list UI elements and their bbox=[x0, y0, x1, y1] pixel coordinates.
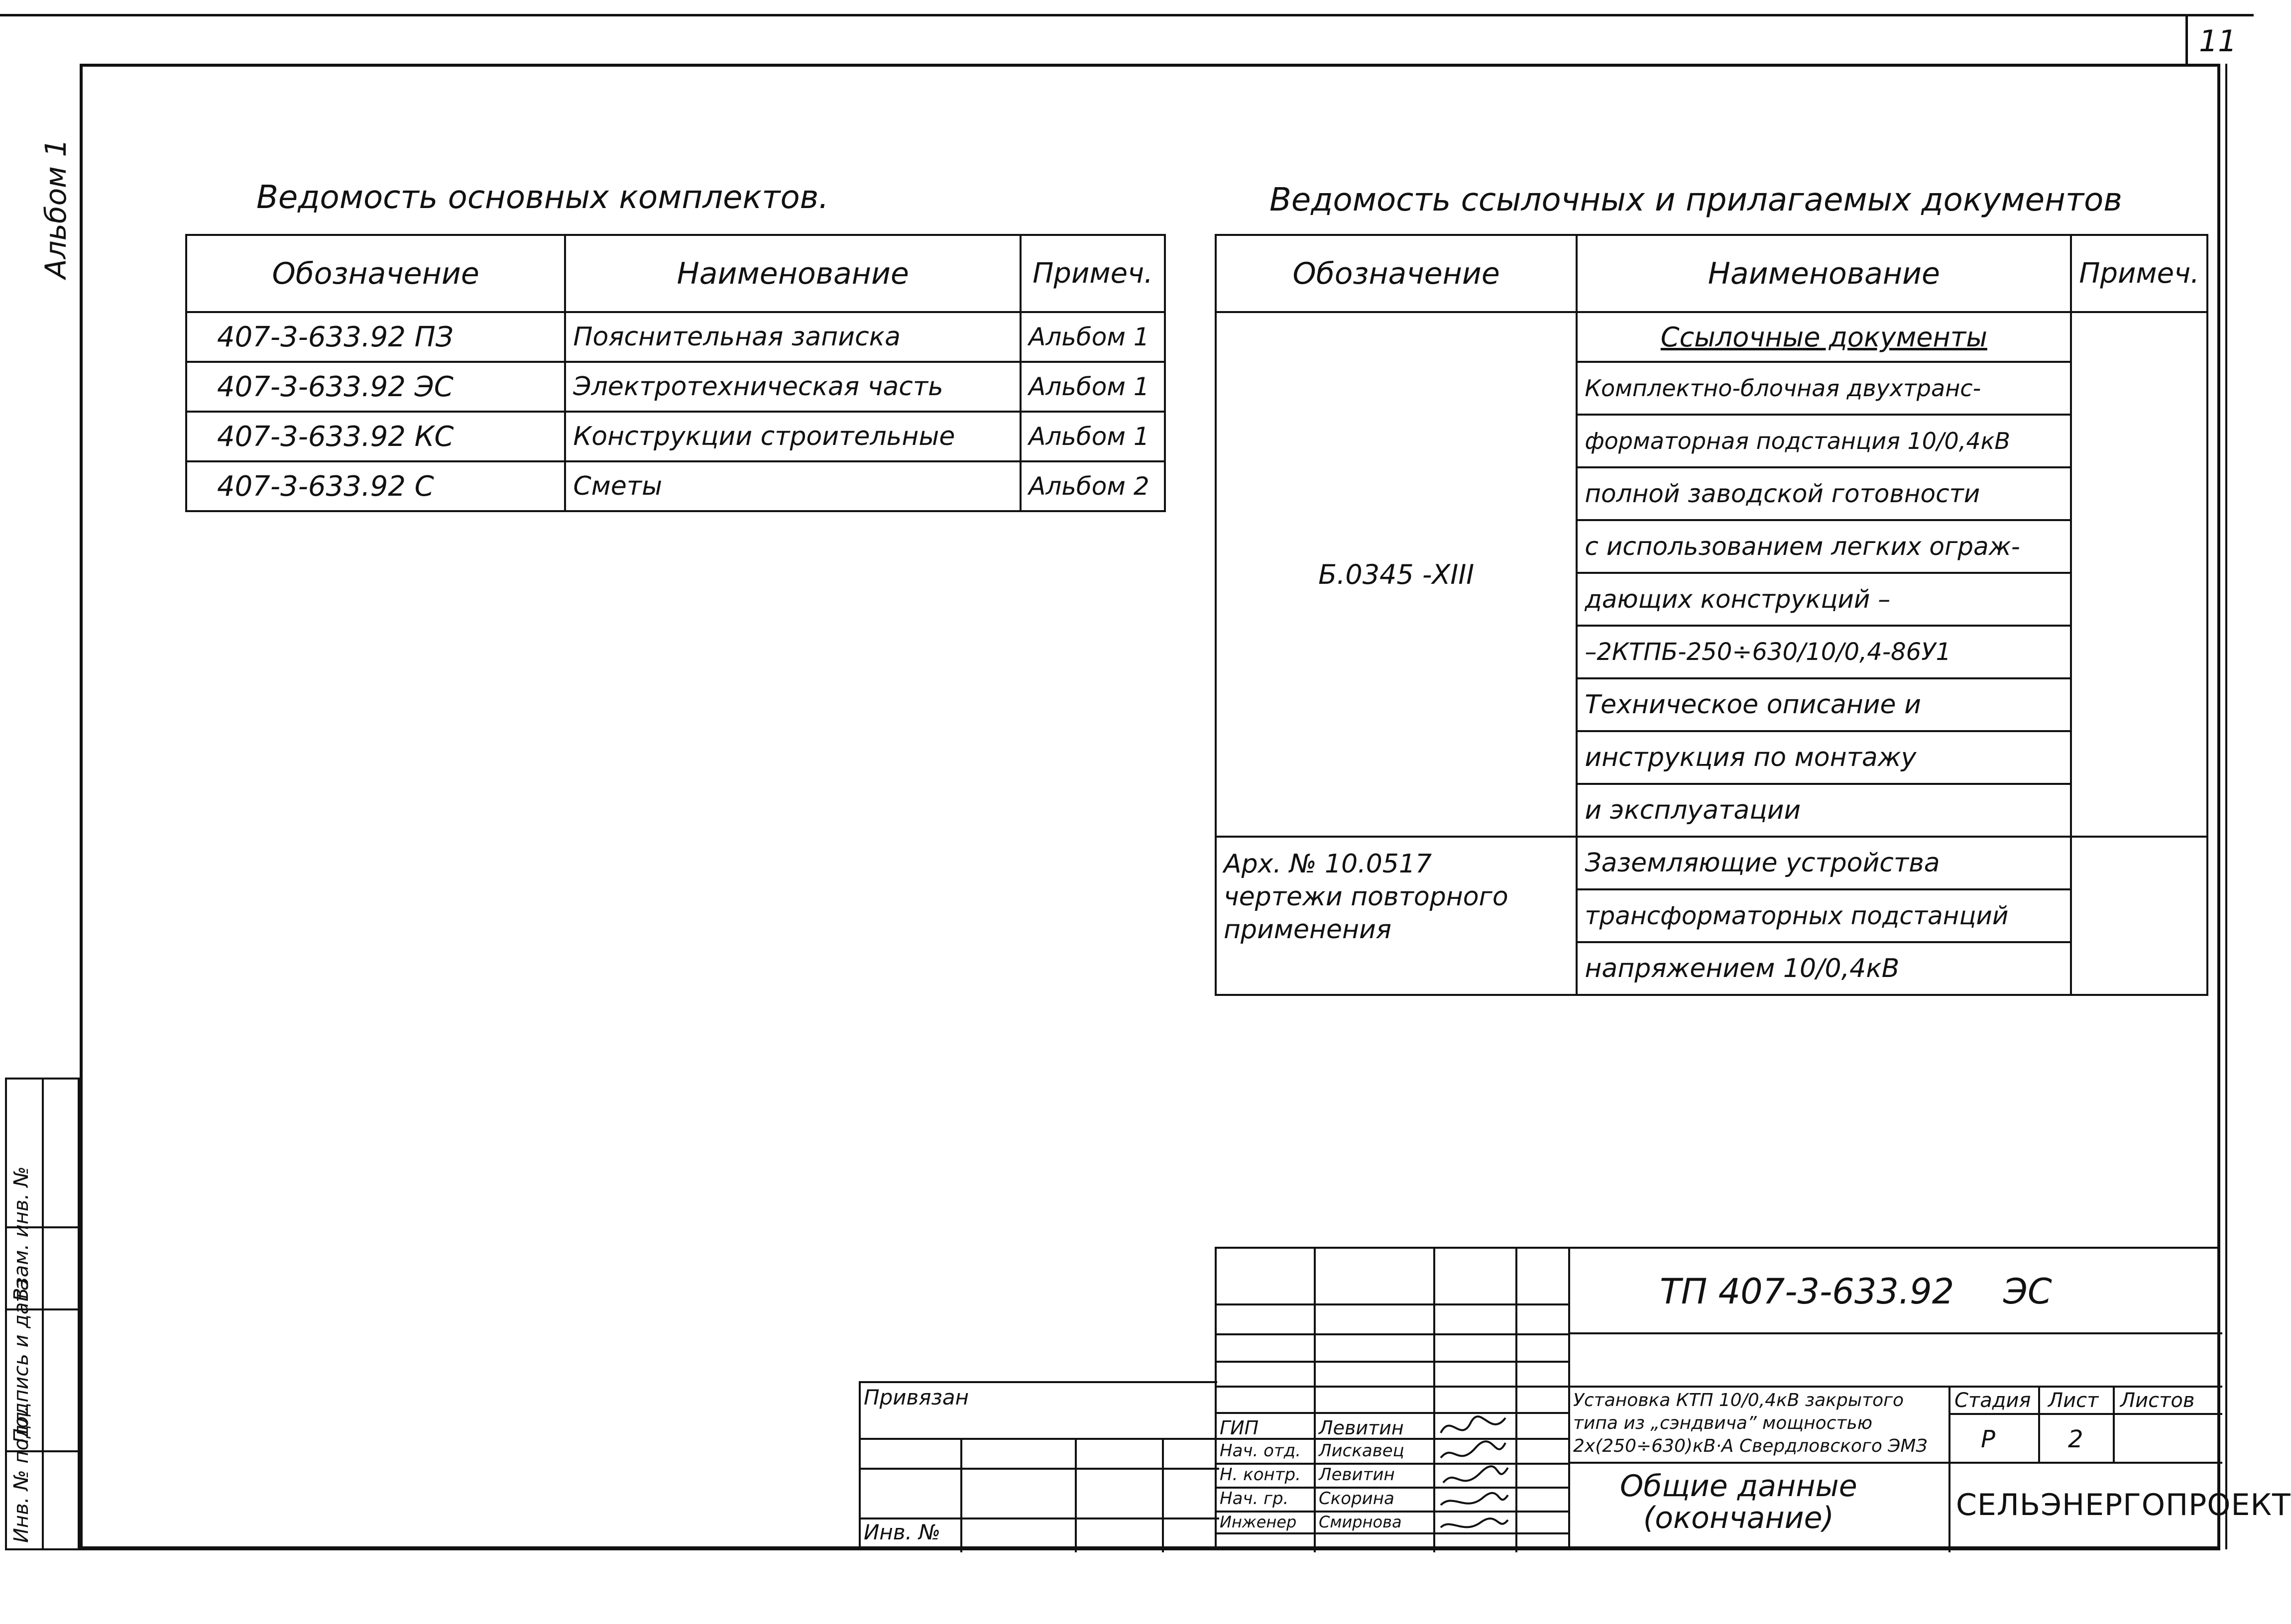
row-name: Пояснительная записка bbox=[565, 312, 1021, 362]
sheet-value: 2 bbox=[2068, 1425, 2083, 1453]
main-sets-title: Ведомость основных комплектов. bbox=[256, 179, 829, 216]
doc-code: ТП 407-3-633.92 bbox=[1660, 1271, 1954, 1312]
page-number-box bbox=[2185, 15, 2240, 64]
staff-role: Нач. отд. bbox=[1220, 1441, 1301, 1461]
top-border-line bbox=[0, 14, 2254, 16]
binding-col-line bbox=[960, 1438, 962, 1552]
staff-row-line bbox=[1217, 1333, 1570, 1335]
right-edge-line bbox=[2225, 64, 2227, 1549]
title-col-line bbox=[2113, 1386, 2115, 1462]
main-sets-table bbox=[185, 234, 1166, 512]
ref-section-title bbox=[1577, 312, 2071, 362]
inv-label: Инв. № bbox=[864, 1520, 941, 1544]
side-stamp-label-inv: Инв. № подл. bbox=[10, 1406, 33, 1543]
staff-name: Левитин bbox=[1319, 1465, 1395, 1485]
table-row bbox=[186, 312, 1165, 362]
project-desc-line: 2х(250÷630)кВ·А Свердловского ЭМЗ bbox=[1573, 1436, 1928, 1456]
ref-doc1-line: инструкция по монтажу bbox=[1577, 731, 2071, 784]
ref-doc1-line: –2КТПБ-250÷630/10/0,4-86У1 bbox=[1577, 626, 2071, 678]
bound-label: Привязан bbox=[864, 1385, 969, 1409]
col-header-name: Наименование bbox=[565, 235, 1021, 312]
title-block-main bbox=[1568, 1247, 2291, 1550]
row-note: Альбом 1 bbox=[1021, 412, 1165, 461]
title-row-line bbox=[1570, 1386, 2222, 1388]
side-stamp-label-sign: Подпись и дата bbox=[10, 1278, 33, 1443]
row-name: Конструкции строительные bbox=[565, 412, 1021, 461]
sheet-title-line: Общие данные bbox=[1620, 1469, 1857, 1504]
page-number: 11 bbox=[2199, 24, 2237, 59]
row-code: 407-3-633.92 ПЗ bbox=[186, 312, 565, 362]
staff-grid bbox=[1215, 1247, 1568, 1550]
title-col-line bbox=[1948, 1386, 1950, 1552]
ref-doc2-line: трансформаторных подстанций bbox=[1577, 889, 2071, 942]
staff-row-line bbox=[1217, 1412, 1570, 1414]
title-col-line bbox=[2038, 1386, 2040, 1462]
row-name: Сметы bbox=[565, 461, 1021, 511]
side-stamp-label-repl: Взам. инв. № bbox=[10, 1166, 33, 1301]
ref-doc1-line: Комплектно-блочная двухтранс- bbox=[1577, 362, 2071, 415]
title-row-line bbox=[1570, 1332, 2222, 1334]
table-row bbox=[186, 362, 1165, 412]
table-row bbox=[186, 412, 1165, 461]
stage-header: Стадия bbox=[1954, 1389, 2031, 1412]
ref-doc1-line: дающих конструкций – bbox=[1577, 573, 2071, 626]
ref-doc1-line: с использованием легких ограж- bbox=[1577, 520, 2071, 573]
ref-docs-title: Ведомость ссылочных и прилагаемых документов bbox=[1269, 182, 2122, 218]
row-code: 407-3-633.92 С bbox=[186, 461, 565, 511]
album-label: Альбом 1 bbox=[39, 138, 73, 279]
staff-name: Левитин bbox=[1319, 1417, 1404, 1439]
ref-section-title-text: Ссылочные документы bbox=[1660, 321, 1987, 353]
org-name: СЕЛЬЭНЕРГОПРОЕКТ bbox=[1956, 1488, 2291, 1522]
stage-value: Р bbox=[1981, 1425, 1995, 1453]
binding-col-line bbox=[1075, 1438, 1077, 1552]
staff-role: Н. контр. bbox=[1220, 1465, 1301, 1485]
sheet-title bbox=[1620, 1470, 1857, 1534]
ref-doc2-code-line: Арх. № 10.0517 bbox=[1224, 849, 1432, 879]
staff-row-line bbox=[1217, 1532, 1570, 1534]
staff-role: Инженер bbox=[1220, 1513, 1297, 1531]
ref-doc2-line: Заземляющие устройства bbox=[1577, 837, 2071, 889]
sheet-header: Лист bbox=[2048, 1389, 2099, 1412]
col-header-note: Примеч. bbox=[1021, 235, 1165, 312]
staff-row-line bbox=[1217, 1303, 1570, 1305]
project-desc-line: типа из „сэндвича” мощностью bbox=[1573, 1413, 1872, 1433]
binding-row-line bbox=[861, 1517, 1219, 1519]
staff-name: Лискавец bbox=[1319, 1441, 1404, 1461]
row-note: Альбом 1 bbox=[1021, 362, 1165, 412]
project-desc bbox=[1573, 1389, 1928, 1458]
ref-doc1-line: форматорная подстанция 10/0,4кВ bbox=[1577, 415, 2071, 467]
row-name: Электротехническая часть bbox=[565, 362, 1021, 412]
ref-doc1-line: полной заводской готовности bbox=[1577, 467, 2071, 520]
binding-col-line bbox=[1162, 1438, 1164, 1552]
side-stamp-divider bbox=[42, 1080, 44, 1548]
staff-name: Скорина bbox=[1319, 1489, 1394, 1509]
ref-col-header-name: Наименование bbox=[1577, 235, 2071, 312]
row-code: 407-3-633.92 КС bbox=[186, 412, 565, 461]
ref-doc2-code-line: чертежи повторного bbox=[1224, 882, 1508, 912]
ref-doc2-line: напряжением 10/0,4кВ bbox=[1577, 942, 2071, 995]
staff-role: Нач. гр. bbox=[1220, 1489, 1289, 1509]
binding-row-line bbox=[861, 1438, 1219, 1440]
project-desc-line: Установка КТП 10/0,4кВ закрытого bbox=[1573, 1390, 1904, 1410]
ref-doc2-note bbox=[2071, 837, 2207, 995]
title-row-line bbox=[1948, 1413, 2222, 1415]
binding-row-line bbox=[861, 1468, 1219, 1470]
staff-row-line bbox=[1217, 1386, 1570, 1388]
title-row-line bbox=[1570, 1462, 2222, 1464]
ref-doc1-line: и эксплуатации bbox=[1577, 784, 2071, 837]
ref-doc1-code: Б.0345 -XIII bbox=[1216, 312, 1577, 837]
ref-doc1-note bbox=[2071, 312, 2207, 837]
table-row bbox=[186, 461, 1165, 511]
ref-col-header-code: Обозначение bbox=[1216, 235, 1577, 312]
doc-suffix: ЭС bbox=[2003, 1271, 2052, 1312]
row-note: Альбом 2 bbox=[1021, 461, 1165, 511]
staff-row-line bbox=[1217, 1361, 1570, 1363]
signature-marks bbox=[1436, 1413, 1515, 1547]
row-note: Альбом 1 bbox=[1021, 312, 1165, 362]
row-code: 407-3-633.92 ЭС bbox=[186, 362, 565, 412]
staff-col-line bbox=[1515, 1249, 1517, 1552]
sheets-header: Листов bbox=[2120, 1389, 2195, 1412]
ref-col-header-note: Примеч. bbox=[2071, 235, 2207, 312]
staff-col-line bbox=[1314, 1249, 1316, 1552]
ref-doc1-line: Техническое описание и bbox=[1577, 678, 2071, 731]
staff-name: Смирнова bbox=[1319, 1513, 1402, 1531]
bottom-border-line bbox=[80, 1547, 2220, 1550]
staff-role: ГИП bbox=[1220, 1417, 1259, 1439]
staff-col-line bbox=[1433, 1249, 1435, 1552]
sheet-title-line: (окончание) bbox=[1643, 1501, 1834, 1535]
ref-docs-table bbox=[1215, 234, 2208, 996]
ref-doc2-code bbox=[1216, 837, 1577, 995]
binding-block bbox=[859, 1381, 1217, 1550]
ref-doc2-code-line: применения bbox=[1224, 915, 1392, 945]
col-header-code: Обозначение bbox=[186, 235, 565, 312]
